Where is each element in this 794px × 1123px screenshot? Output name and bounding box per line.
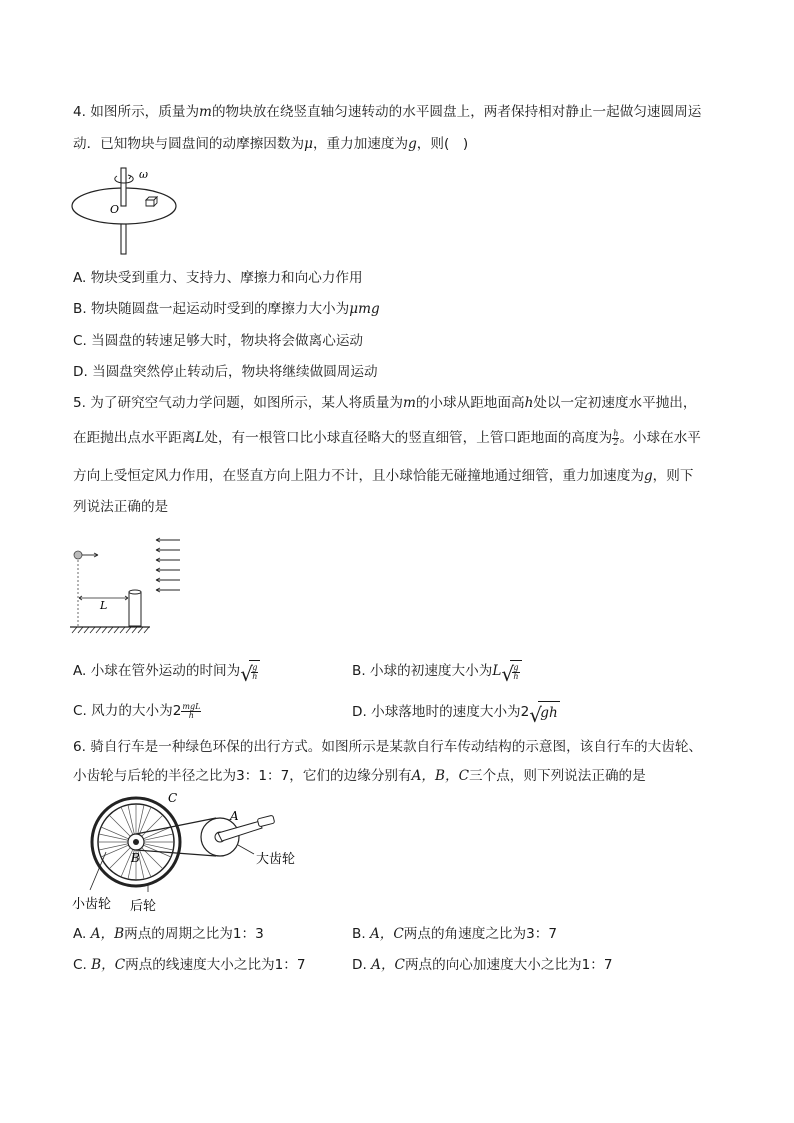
q5-option-a: A. 小球在管外运动的时间为 √ $\frac{g}{h}$ — [73, 660, 260, 682]
center-label-o: O — [110, 203, 120, 216]
q6-figure-bicycle-drive — [68, 790, 318, 918]
q5-option-c: C. 风力的大小为2 $\frac{\text{mgL}}{h}$ — [73, 701, 201, 720]
q4-stem-line2: 动．已知物块与圆盘间的动摩擦因数为μ，重力加速度为g，则( ) — [73, 136, 469, 152]
hub — [133, 839, 139, 845]
q4-stem-line1: 4. 如图所示，质量为m的物块放在绕竖直轴匀速转动的水平圆盘上，两者保持相对静止一起做匀速圆周运 — [73, 104, 702, 120]
axis-upper — [121, 168, 126, 206]
label-small-gear: 小齿轮 — [72, 897, 112, 912]
ground-hatching — [72, 627, 149, 633]
q4-option-a: A. 物块受到重力、支持力、摩擦力和向心力作用 — [73, 270, 363, 286]
q6-stem-line1: 6. 骑自行车是一种绿色环保的出行方式。如图所示是某款自行车传动结构的示意图，该自行车的大齿轮、 — [73, 739, 703, 755]
q6-stem-line2: 小齿轮与后轮的半径之比为3：1：7，它们的边缘分别有A，B，C三个点，则下列说法正确的是 — [73, 768, 646, 784]
q5-option-d: D. 小球落地时的速度大小为2 √ gh — [352, 703, 558, 727]
label-A: A — [230, 809, 239, 823]
q6-option-a: A. A，B两点的周期之比为1：3 — [73, 926, 264, 942]
q6-option-d: D. A，C两点的向心加速度大小之比为1：7 — [352, 957, 613, 973]
q5-stem-line1: 5. 为了研究空气动力学问题，如图所示，某人将质量为m的小球从距地面高h处以一定初速度水平抛出， — [73, 395, 697, 411]
pipe-mouth — [129, 590, 141, 594]
q6-option-c: C. B，C两点的线速度大小之比为1：7 — [73, 957, 306, 973]
label-big-gear: 大齿轮 — [256, 852, 296, 867]
ball — [74, 551, 82, 559]
label-rear-wheel: 后轮 — [130, 899, 157, 914]
q5-stem-line4: 列说法正确的是 — [73, 499, 169, 515]
q4-figure-rotating-disk — [68, 166, 180, 256]
q4-option-c: C. 当圆盘的转速足够大时，物块将会做离心运动 — [73, 333, 364, 349]
fraction-h-over-2: $\frac{h}{2}$ — [613, 428, 619, 447]
leader-big — [238, 845, 254, 854]
label-B: B — [131, 851, 140, 865]
pedal — [257, 815, 274, 827]
block — [146, 197, 157, 206]
q5-stem-line3: 方向上受恒定风力作用，在竖直方向上阻力不计，且小球恰能无碰撞地通过细管，重力加速度为g，则下 — [73, 468, 694, 484]
q5-option-b: B. 小球的初速度大小为L √ $\frac{g}{h}$ — [352, 660, 522, 682]
wind-arrows — [156, 538, 180, 592]
q5-figure-ball-and-pipe — [68, 536, 186, 636]
q6-option-b: B. A，C两点的角速度之比为3：7 — [352, 926, 558, 942]
q5-stem-line2: 在距抛出点水平距离L处，有一根管口比小球直径略大的竖直细管，上管口距地面的高度为 $\frac{h}{2}$ 。小球在水平 — [73, 428, 701, 447]
q4-option-b: B. 物块随圆盘一起运动时受到的摩擦力大小为μmg — [73, 301, 380, 317]
pipe — [129, 592, 141, 626]
omega-label: ω — [139, 168, 148, 181]
label-L: L — [100, 599, 108, 612]
label-C: C — [168, 791, 178, 805]
q4-option-d: D. 当圆盘突然停止转动后，物块将继续做圆周运动 — [73, 364, 378, 380]
arrowhead — [128, 175, 131, 179]
